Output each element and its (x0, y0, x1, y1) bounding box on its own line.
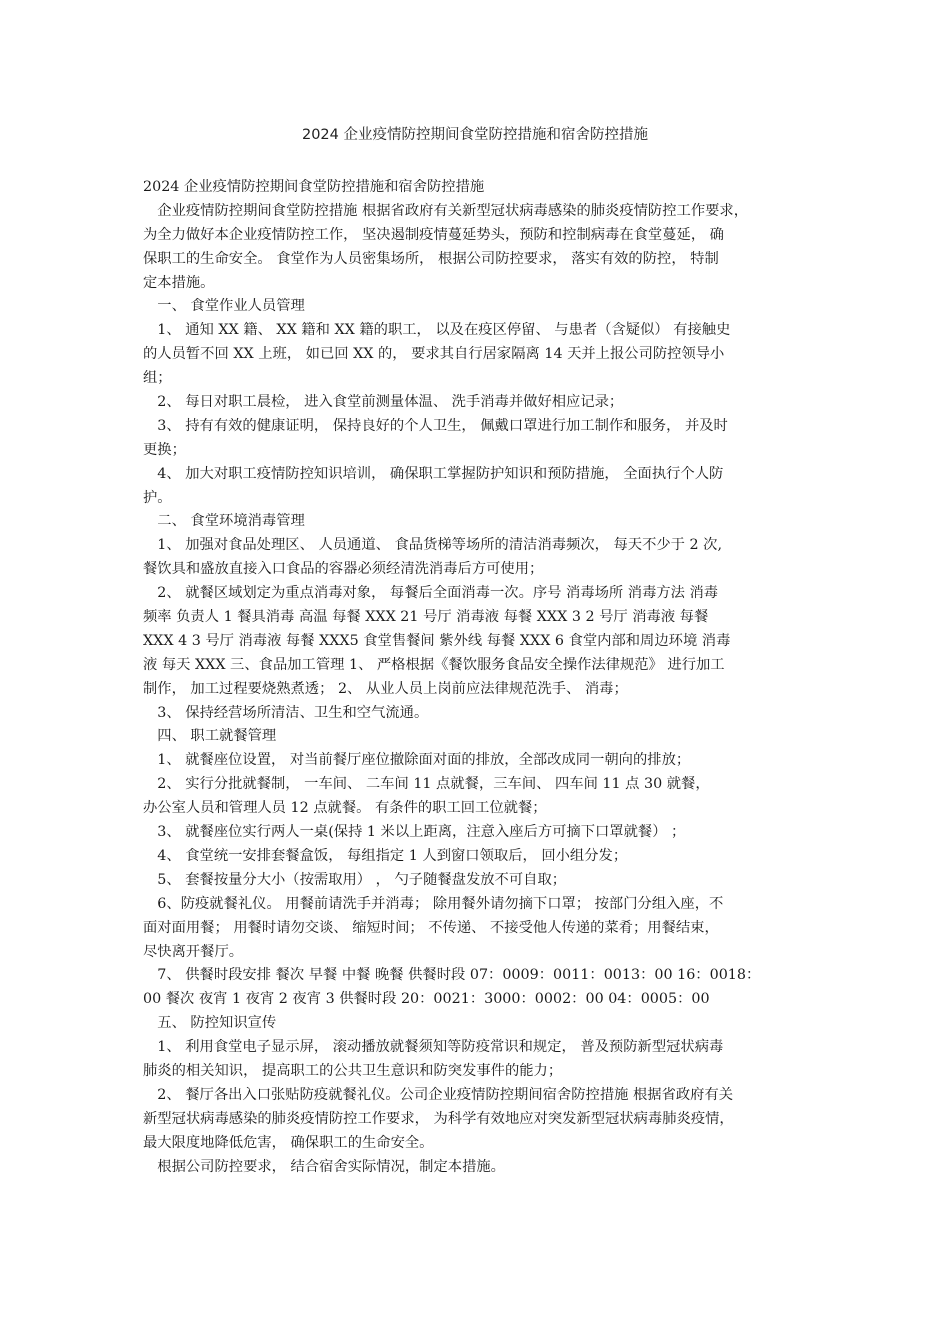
text-line: 2024 企业疫情防控期间食堂防控措施和宿舍防控措施 (143, 179, 485, 195)
text-line: 尽快离开餐厅。 (143, 943, 244, 960)
text-line: 1、 通知 XX 籍、 XX 籍和 XX 籍的职工， 以及在疫区停留、 与患者（含疑似） 有接触史 (143, 322, 731, 339)
text-line: 液 每天 XXX 三、食品加工管理 1、 严格根据《餐饮服务食品安全操作法律规范》 进行加工 (143, 656, 725, 673)
text-line: 护。 (143, 489, 172, 506)
text-line: 为全力做好本企业疫情防控工作， 坚决遏制疫情蔓延势头，预防和控制病毒在食堂蔓延， 确 (143, 226, 724, 243)
text-line: 4、 食堂统一安排套餐盒饭， 每组指定 1 人到窗口领取后， 回小组分发； (143, 847, 628, 864)
text-line: 2、 就餐区域划定为重点消毒对象， 每餐后全面消毒一次。序号 消毒场所 消毒方法 消毒 (143, 585, 719, 602)
text-line: 新型冠状病毒感染的肺炎疫情防控工作要求， 为科学有效地应对突发新型冠状病毒肺炎疫情， (143, 1110, 734, 1127)
document-body (143, 176, 815, 1179)
text-line: 更换； (143, 441, 186, 458)
text-line: 6、防疫就餐礼仪。 用餐前请洗手并消毒； 除用餐外请勿摘下口罩； 按部门分组入座，不 (143, 895, 724, 912)
text-line: 2、 实行分批就餐制， 一车间、 二车间 11 点就餐，三车间、 四车间 11 点 30 就餐， (143, 776, 710, 793)
text-line: 餐饮具和盛放直接入口食品的容器必须经清洗消毒后方可使用； (143, 561, 544, 578)
text-line: 2、 每日对职工晨检， 进入食堂前测量体温、 洗手消毒并做好相应记录； (143, 394, 624, 411)
text-line: 定本措施。 (143, 274, 215, 291)
document-title: 2024 企业疫情防控期间食堂防控措施和宿舍防控措施 (301, 127, 648, 143)
text-line: 制作， 加工过程要烧熟煮透； 2、 从业人员上岗前应法律规范洗手、 消毒； (143, 680, 628, 697)
text-line: 00 餐次 夜宵 1 夜宵 2 夜宵 3 供餐时段 20：0021：3000：0002：00 04：0005：00 (143, 991, 710, 1008)
text-line: 3、 持有有效的健康证明， 保持良好的个人卫生， 佩戴口罩进行加工制作和服务， 并及时 (143, 417, 728, 434)
text-line: 肺炎的相关知识， 提高职工的公共卫生意识和防突发事件的能力； (143, 1062, 563, 1079)
text-line: 办公室人员和管理人员 12 点就餐。 有条件的职工回工位就餐； (143, 800, 547, 817)
text-line: 一、 食堂作业人员管理 (143, 298, 305, 315)
text-line: 1、 加强对食品处理区、 人员通道、 食品货梯等场所的清洁消毒频次， 每天不少于 2 次, (143, 537, 722, 554)
text-line: 二、 食堂环境消毒管理 (143, 513, 305, 530)
text-line: 保职工的生命安全。 食堂作为人员密集场所， 根据公司防控要求， 落实有效的防控， 特制 (143, 250, 719, 267)
text-line: 3、 保持经营场所清洁、卫生和空气流通。 (143, 704, 429, 721)
text-line: XXX 4 3 号厅 消毒液 每餐 XXX5 食堂售餐间 紫外线 每餐 XXX 6 食堂内部和周边环境 消毒 (143, 632, 731, 649)
text-line: 组； (143, 370, 172, 387)
text-line: 7、 供餐时段安排 餐次 早餐 中餐 晚餐 供餐时段 07：0009：0011：0013：00 16：0018： (143, 967, 761, 984)
text-line: 1、 利用食堂电子显示屏， 滚动播放就餐须知等防疫常识和规定， 普及预防新型冠状病毒 (143, 1039, 724, 1056)
text-line: 4、 加大对职工疫情防控知识培训， 确保职工掌握防护知识和预防措施， 全面执行个人防 (143, 465, 724, 482)
text-line: 四、 职工就餐管理 (143, 728, 277, 745)
text-line: 最大限度地降低危害， 确保职工的生命安全。 (143, 1134, 434, 1151)
text-line: 1、 就餐座位设置， 对当前餐厅座位撤除面对面的排放，全部改成同一朝向的排放； (143, 752, 691, 769)
text-line: 根据公司防控要求， 结合宿舍实际情况，制定本措施。 (143, 1158, 505, 1175)
text-line: 3、 就餐座位实行两人一桌(保持 1 米以上距离，注意入座后方可摘下口罩就餐） ； (143, 824, 686, 841)
text-line: 五、 防控知识宣传 (143, 1015, 277, 1032)
text-line: 企业疫情防控期间食堂防控措施 根据省政府有关新型冠状病毒感染的肺炎疫情防控工作要求， (143, 202, 749, 219)
text-line: 频率 负责人 1 餐具消毒 高温 每餐 XXX 21 号厅 消毒液 每餐 XXX 3 2 号厅 消毒液 每餐 (143, 609, 709, 626)
text-line: 的人员暂不回 XX 上班， 如已回 XX 的， 要求其自行居家隔离 14 天并上报公司防控领导小 (143, 346, 725, 363)
text-line: 面对面用餐； 用餐时请勿交谈、 缩短时间； 不传递、 不接受他人传递的菜肴；用餐结束， (143, 919, 719, 936)
text-line: 5、 套餐按量分大小（按需取用） ， 勺子随餐盘发放不可自取； (143, 871, 567, 888)
text-line: 2、 餐厅各出入口张贴防疫就餐礼仪。公司企业疫情防控期间宿舍防控措施 根据省政府有关 (143, 1086, 734, 1103)
